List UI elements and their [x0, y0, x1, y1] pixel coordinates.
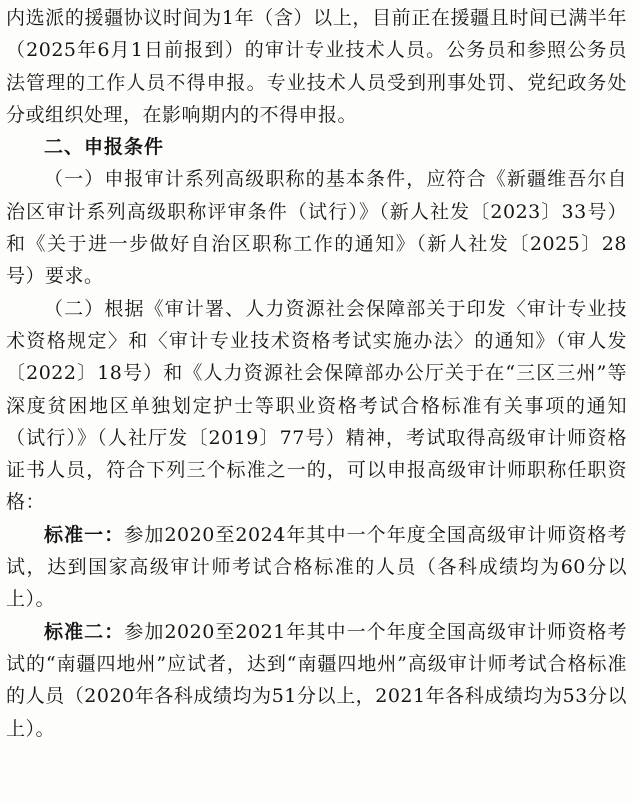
standard-one-paragraph: [6, 519, 627, 616]
condition-one-paragraph: （一）申报审计系列高级职称的基本条件，应符合《新疆维吾尔自治区审计系列高级职称评审条件（试行）》（新人社发〔2023〕33号）和《关于进一步做好自治区职称工作的通知》（新人社发〔2025〕28号）要求。: [6, 168, 627, 288]
standard-two-text: 参加2020至2021年其中一个年度全国高级审计师资格考试的“南疆四地州”应试者，达到“南疆四地州”高级审计师考试合格标准的人员（2020年各科成绩均为51分以上，2021年各科成绩均为53分以上）。: [6, 620, 627, 740]
standard-one-text: 参加2020至2024年其中一个年度全国高级审计师资格考试，达到国家高级审计师考试合格标准的人员（各科成绩均为60分以上）。: [6, 523, 627, 611]
document-body: [6, 2, 627, 745]
section-heading: 二、申报条件: [44, 136, 165, 159]
standard-one-label: 标准一：: [44, 523, 125, 546]
standard-two-label: 标准二：: [44, 620, 125, 643]
condition-two-paragraph: （二）根据《审计署、人力资源社会保障部关于印发〈审计专业技术资格规定〉和〈审计专业技术资格考试实施办法〉的通知》（审人发〔2022〕18号）和《人力资源社会保障部办公厅关于在“三区三州”等深度贫困地区单独划定护士等职业资格考试合格标准有关事项的通知（试行）》（人社厅发〔2019〕77号）精神，考试取得高级审计师资格证书人员，符合下列三个标准之一的，可以申报高级审计师职称任职资格：: [6, 297, 627, 514]
continuation-paragraph: 内选派的援疆协议时间为1年（含）以上，目前正在援疆且时间已满半年（2025年6月1日前报到）的审计专业技术人员。公务员和参照公务员法管理的工作人员不得申报。专业技术人员受到刑事处罚、党纪政务处分或组织处理，在影响期内的不得申报。: [6, 7, 627, 126]
standard-two-paragraph: [6, 616, 627, 745]
